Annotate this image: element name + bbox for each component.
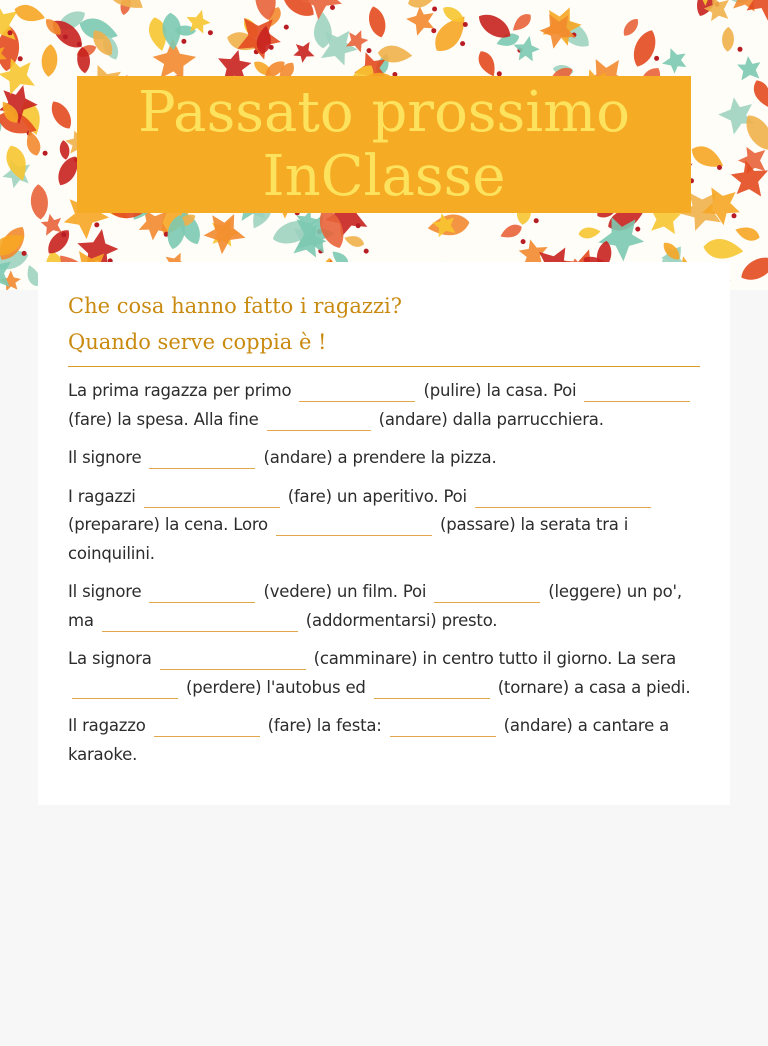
- page-title-line-2: InClasse: [262, 143, 506, 209]
- worksheet-heading: [68, 288, 700, 367]
- text-segment: La prima ragazza per primo: [68, 381, 292, 400]
- berry-shape: [356, 223, 361, 228]
- leaf-shape: [509, 10, 534, 34]
- text-segment: (pulire) la casa. Poi: [423, 381, 577, 400]
- answer-blank-11[interactable]: [160, 651, 306, 670]
- berry-shape: [367, 48, 372, 53]
- leaf-shape: [498, 222, 524, 242]
- answer-blank-8[interactable]: [149, 584, 255, 603]
- leaf-shape: [290, 40, 315, 65]
- title-box: [77, 76, 691, 213]
- text-segment: (perdere) l'autobus ed: [186, 677, 366, 697]
- exercise-paragraph-5: [68, 645, 700, 702]
- text-segment: (fare) la festa:: [267, 716, 382, 735]
- berry-shape: [77, 42, 82, 47]
- text-segment: I ragazzi: [68, 486, 136, 506]
- heading-instruction: Quando serve coppia è !: [68, 330, 327, 354]
- berry-shape: [635, 227, 640, 232]
- berry-shape: [63, 34, 68, 39]
- text-segment: Il ragazzo: [68, 716, 146, 735]
- answer-blank-1[interactable]: [299, 383, 415, 402]
- berry-shape: [8, 30, 13, 35]
- leaf-shape: [366, 4, 389, 39]
- berry-shape: [732, 213, 737, 218]
- berry-shape: [330, 5, 335, 10]
- berry-shape: [18, 56, 23, 61]
- berry-shape: [738, 47, 743, 52]
- page-title-line-1: Passato prossimo: [138, 79, 630, 145]
- text-segment: (andare) a cantare a karaoke.: [68, 716, 670, 764]
- answer-blank-10[interactable]: [102, 613, 298, 632]
- answer-blank-9[interactable]: [434, 584, 540, 603]
- leaf-shape: [737, 252, 768, 286]
- berry-shape: [463, 22, 468, 27]
- leaf-shape: [30, 184, 49, 220]
- exercise-paragraph-2: [68, 444, 700, 473]
- answer-blank-7[interactable]: [276, 517, 432, 536]
- answer-blank-6[interactable]: [475, 489, 651, 508]
- leaf-shape: [750, 77, 768, 110]
- leaf-shape: [661, 46, 692, 77]
- text-segment: (fare) la spesa. Alla fine: [68, 409, 259, 429]
- text-segment: (addormentarsi) presto.: [305, 610, 498, 630]
- text-segment: (preparare) la cena. Loro: [68, 515, 268, 534]
- text-segment: ma: [68, 610, 94, 630]
- answer-blank-5[interactable]: [144, 489, 280, 508]
- berry-shape: [460, 41, 465, 46]
- exercise-paragraph-6: [68, 712, 700, 769]
- text-segment: (passare) la serata tra i coinquilini.: [68, 515, 629, 563]
- answer-blank-3[interactable]: [267, 412, 371, 431]
- leaf-shape: [578, 226, 601, 239]
- leaf-shape: [343, 233, 366, 249]
- text-segment: (fare) un aperitivo. Poi: [287, 486, 467, 506]
- berry-shape: [181, 39, 186, 44]
- leaf-shape: [733, 224, 761, 244]
- leaf-shape: [47, 98, 76, 133]
- berry-shape: [284, 25, 289, 30]
- berry-shape: [364, 249, 369, 254]
- text-segment: (tornare) a casa a piedi.: [497, 677, 691, 697]
- leaf-shape: [620, 16, 641, 39]
- berry-shape: [717, 165, 722, 170]
- berry-shape: [431, 28, 436, 33]
- text-segment: La signora: [68, 649, 152, 668]
- berry-shape: [43, 151, 48, 156]
- text-segment: (leggere) un po',: [548, 582, 682, 601]
- berry-shape: [521, 239, 526, 244]
- text-segment: (camminare) in centro tutto il giorno. La sera: [313, 649, 677, 668]
- berry-shape: [94, 222, 99, 227]
- answer-blank-13[interactable]: [374, 680, 490, 699]
- text-segment: (andare) dalla parrucchiera.: [378, 409, 604, 429]
- text-segment: (andare) a prendere la pizza.: [263, 448, 497, 467]
- leaf-shape: [628, 27, 660, 70]
- berry-shape: [61, 232, 66, 237]
- leaf-shape: [722, 27, 735, 52]
- answer-blank-2[interactable]: [584, 383, 690, 402]
- answer-blank-14[interactable]: [154, 718, 260, 737]
- worksheet-card: [38, 262, 730, 805]
- exercise-paragraph-4: [68, 578, 700, 635]
- autumn-leaves-banner: [0, 0, 768, 290]
- berry-shape: [534, 218, 539, 223]
- answer-blank-4[interactable]: [149, 450, 255, 469]
- text-segment: (vedere) un film. Poi: [263, 582, 427, 601]
- exercise-paragraph-1: [68, 377, 700, 434]
- leaf-shape: [41, 44, 59, 77]
- berry-shape: [654, 56, 659, 61]
- leaf-shape: [475, 48, 500, 79]
- leaf-shape: [320, 27, 360, 67]
- heading-question: Che cosa hanno fatto i ragazzi?: [68, 294, 402, 318]
- leaf-shape: [736, 55, 762, 81]
- leaf-shape: [12, 2, 47, 26]
- berry-shape: [208, 30, 213, 35]
- answer-blank-12[interactable]: [72, 680, 178, 699]
- berry-shape: [22, 251, 27, 256]
- text-segment: Il signore: [68, 582, 142, 601]
- text-segment: Il signore: [68, 448, 142, 467]
- leaf-shape: [23, 129, 43, 158]
- answer-blank-15[interactable]: [390, 718, 496, 737]
- berry-shape: [432, 7, 437, 12]
- leaf-shape: [702, 237, 744, 261]
- exercise-paragraph-3: [68, 483, 700, 569]
